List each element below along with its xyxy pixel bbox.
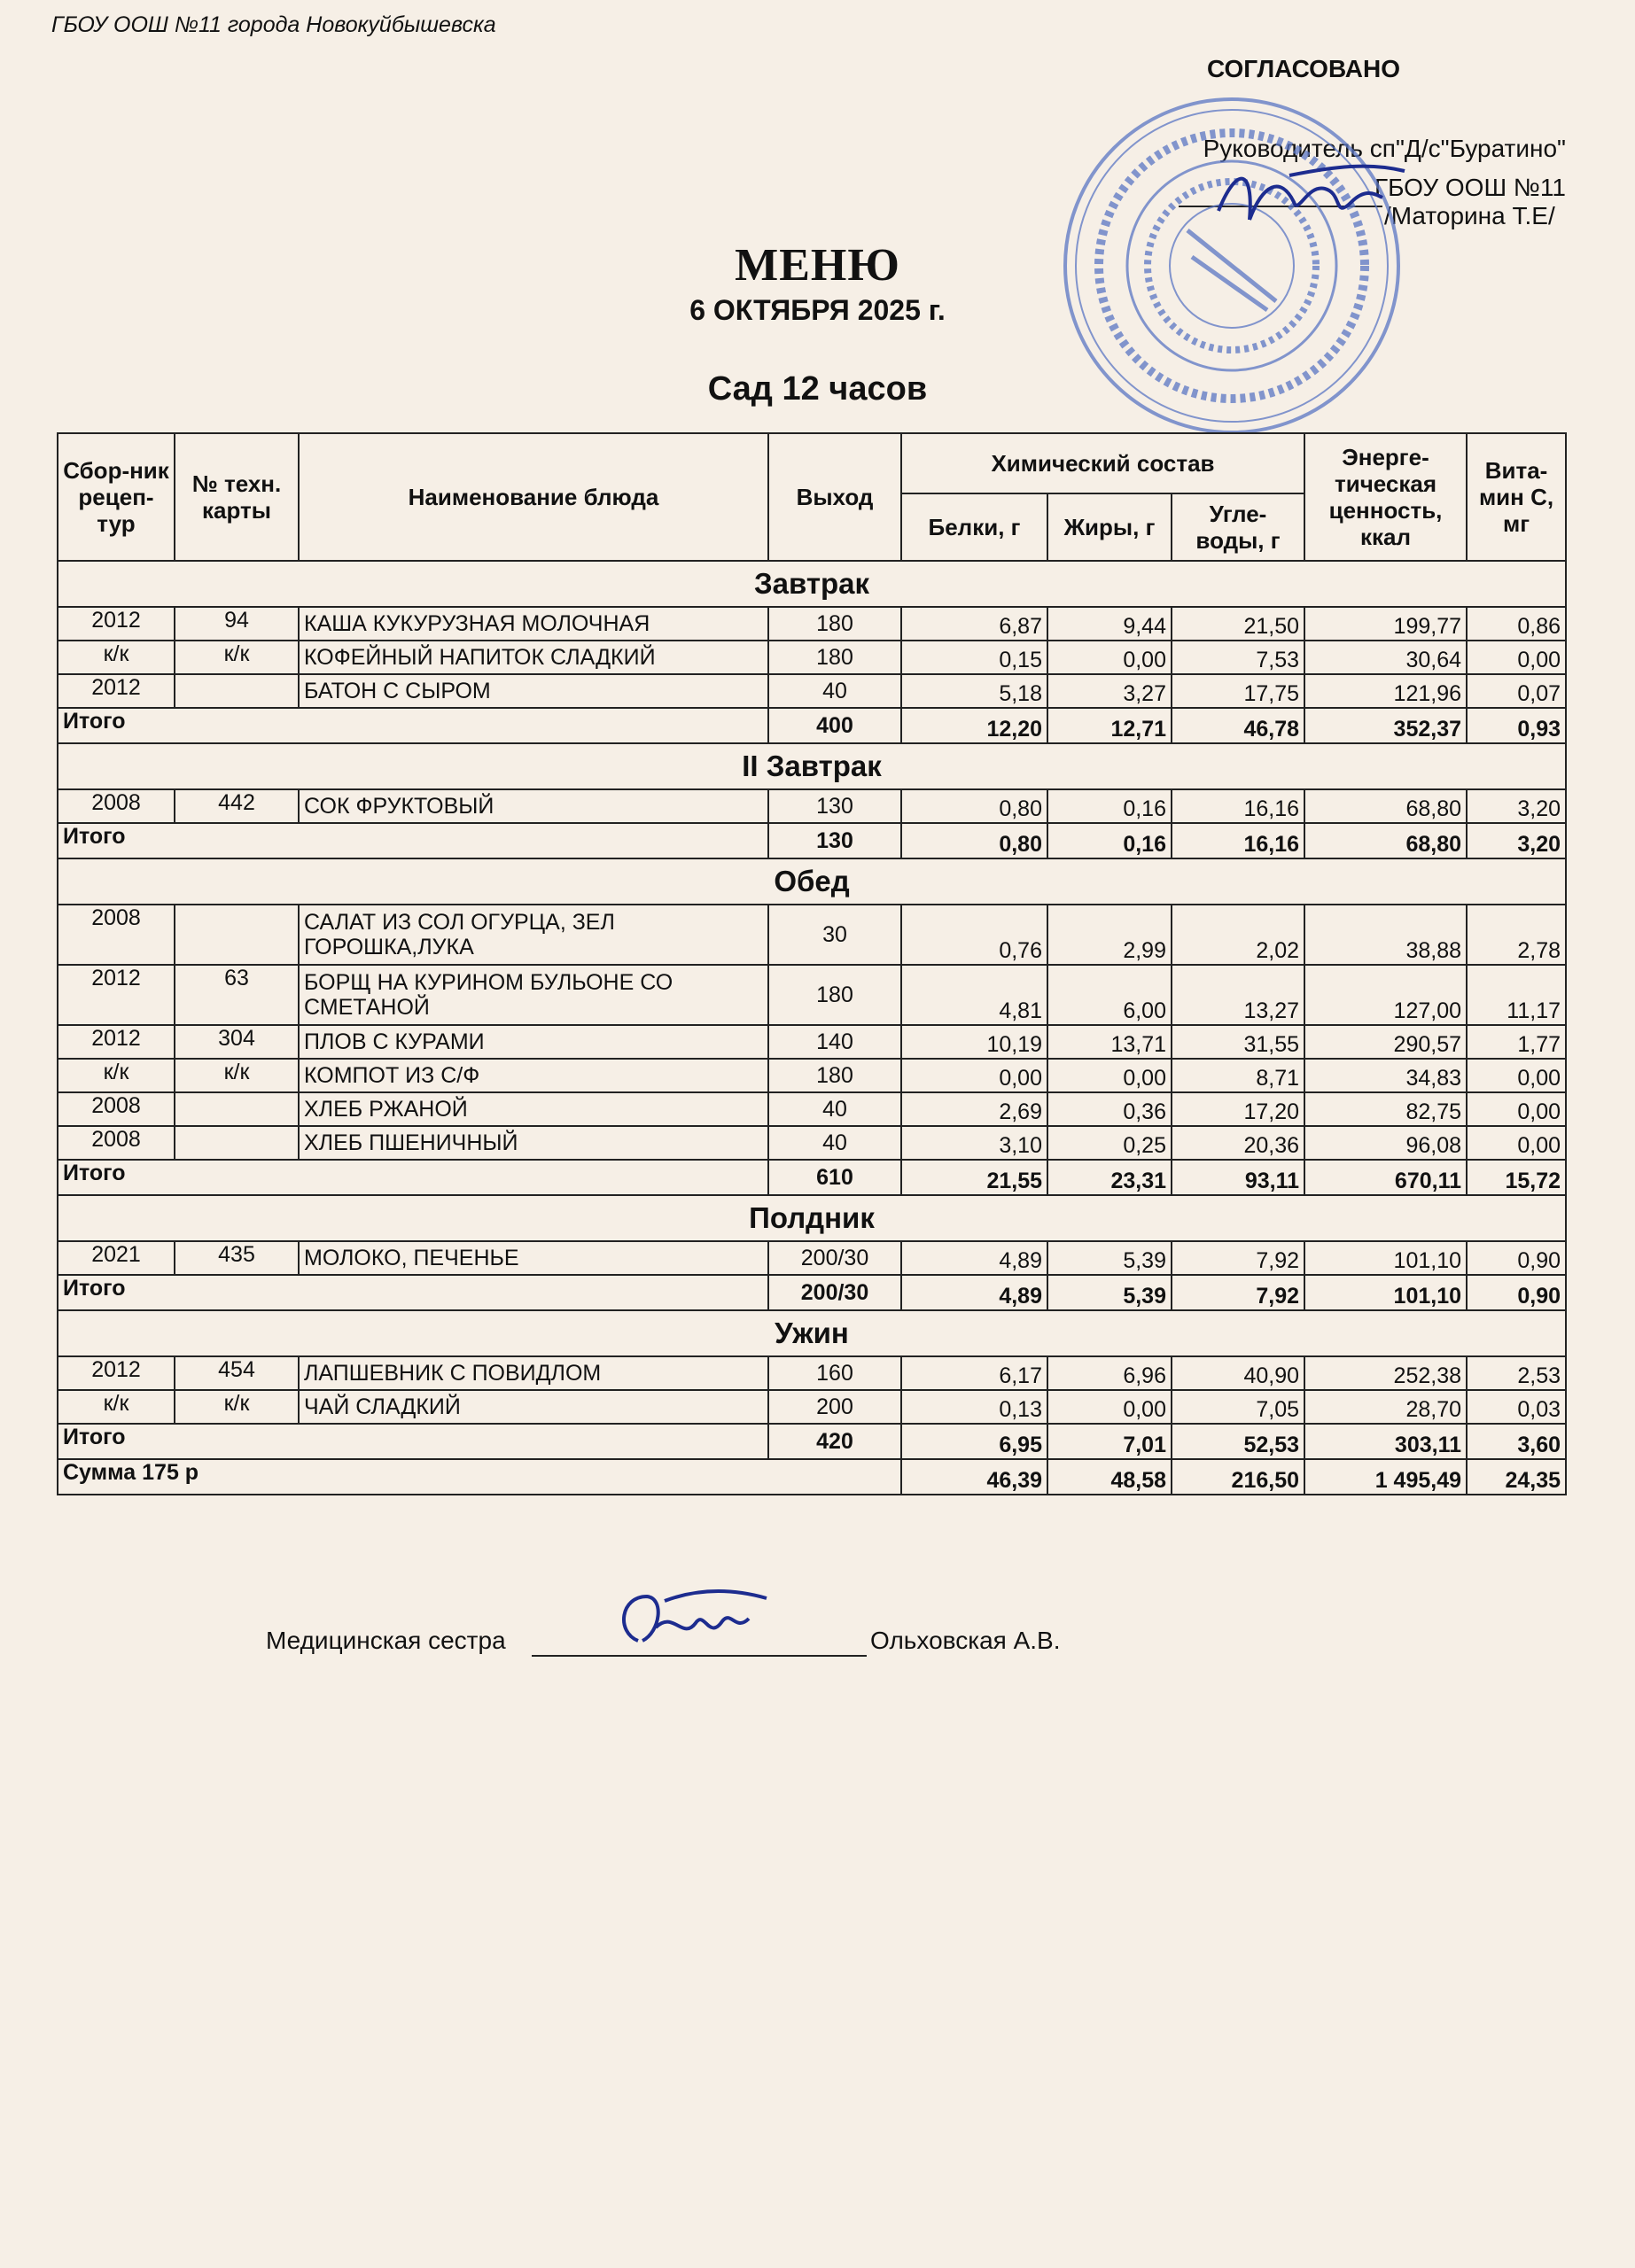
vitamin-c: 11,17 — [1467, 965, 1566, 1025]
section-header-row — [58, 743, 1566, 789]
fat: 0,00 — [1047, 1059, 1172, 1092]
energy: 34,83 — [1304, 1059, 1467, 1092]
protein: 0,13 — [901, 1390, 1047, 1424]
total-yield: 610 — [768, 1160, 901, 1195]
recipe-collection: 2012 — [58, 607, 175, 641]
carbs: 2,02 — [1172, 905, 1304, 965]
grand-vitamin-c: 24,35 — [1467, 1459, 1566, 1495]
col-dish: Наименование блюда — [299, 433, 768, 561]
protein: 6,87 — [901, 607, 1047, 641]
total-fat: 5,39 — [1047, 1275, 1172, 1310]
vitamin-c: 1,77 — [1467, 1025, 1566, 1059]
tech-card — [175, 674, 299, 708]
col-collection: Сбор-ник рецеп-тур — [58, 433, 175, 561]
yield: 40 — [768, 1126, 901, 1160]
fat: 0,36 — [1047, 1092, 1172, 1126]
page-title: МЕНЮ — [735, 240, 900, 291]
total-carbs: 93,11 — [1172, 1160, 1304, 1195]
total-vitamin-c: 3,60 — [1467, 1424, 1566, 1459]
dish-name: ЧАЙ СЛАДКИЙ — [299, 1390, 768, 1424]
energy: 28,70 — [1304, 1390, 1467, 1424]
protein: 4,81 — [901, 965, 1047, 1025]
vitamin-c: 0,00 — [1467, 1092, 1566, 1126]
vitamin-c: 0,00 — [1467, 1126, 1566, 1160]
total-row — [58, 1275, 1566, 1310]
dish-name: ЛАПШЕВНИК С ПОВИДЛОМ — [299, 1356, 768, 1390]
approver-role: Руководитель сп"Д/с"Буратино" — [1203, 135, 1566, 162]
recipe-collection: 2008 — [58, 789, 175, 823]
col-chem-composition: Химический состав — [901, 433, 1304, 493]
recipe-collection: к/к — [58, 641, 175, 674]
grand-carbs: 216,50 — [1172, 1459, 1304, 1495]
total-label: Итого — [58, 823, 768, 858]
total-row — [58, 823, 1566, 858]
carbs: 17,20 — [1172, 1092, 1304, 1126]
recipe-collection: к/к — [58, 1059, 175, 1092]
fat: 0,25 — [1047, 1126, 1172, 1160]
total-protein: 4,89 — [901, 1275, 1047, 1310]
section-header-row — [58, 561, 1566, 607]
table-row — [58, 1059, 1566, 1092]
table-row — [58, 674, 1566, 708]
table-row — [58, 1390, 1566, 1424]
section-header-row — [58, 858, 1566, 905]
dish-name: ХЛЕБ ПШЕНИЧНЫЙ — [299, 1126, 768, 1160]
energy: 121,96 — [1304, 674, 1467, 708]
carbs: 20,36 — [1172, 1126, 1304, 1160]
fat: 9,44 — [1047, 607, 1172, 641]
menu-body — [58, 561, 1566, 1495]
energy: 82,75 — [1304, 1092, 1467, 1126]
total-fat: 7,01 — [1047, 1424, 1172, 1459]
carbs: 21,50 — [1172, 607, 1304, 641]
table-header-row — [58, 433, 1566, 493]
col-energy: Энерге-тическая ценность, ккал — [1304, 433, 1467, 561]
fat: 2,99 — [1047, 905, 1172, 965]
yield: 180 — [768, 641, 901, 674]
total-protein: 12,20 — [901, 708, 1047, 743]
section-header-row — [58, 1310, 1566, 1356]
energy: 68,80 — [1304, 789, 1467, 823]
vitamin-c: 0,07 — [1467, 674, 1566, 708]
protein: 0,00 — [901, 1059, 1047, 1092]
col-carbs: Угле-воды, г — [1172, 493, 1304, 561]
total-yield: 400 — [768, 708, 901, 743]
recipe-collection: 2012 — [58, 965, 175, 1025]
table-row — [58, 965, 1566, 1025]
total-label: Итого — [58, 1160, 768, 1195]
tech-card: 454 — [175, 1356, 299, 1390]
yield: 180 — [768, 965, 901, 1025]
recipe-collection: 2021 — [58, 1241, 175, 1275]
yield: 180 — [768, 1059, 901, 1092]
table-row — [58, 607, 1566, 641]
agreed-label: СОГЛАСОВАНО — [1207, 55, 1400, 82]
grand-protein: 46,39 — [901, 1459, 1047, 1495]
table-row — [58, 789, 1566, 823]
vitamin-c: 0,00 — [1467, 1059, 1566, 1092]
total-vitamin-c: 0,90 — [1467, 1275, 1566, 1310]
col-fat: Жиры, г — [1047, 493, 1172, 561]
total-carbs: 46,78 — [1172, 708, 1304, 743]
protein: 0,15 — [901, 641, 1047, 674]
carbs: 7,05 — [1172, 1390, 1304, 1424]
total-energy: 352,37 — [1304, 708, 1467, 743]
yield: 130 — [768, 789, 901, 823]
total-yield: 130 — [768, 823, 901, 858]
col-tech-card: № техн. карты — [175, 433, 299, 561]
total-row — [58, 1424, 1566, 1459]
total-row — [58, 1160, 1566, 1195]
dish-name: КОФЕЙНЫЙ НАПИТОК СЛАДКИЙ — [299, 641, 768, 674]
tech-card: 435 — [175, 1241, 299, 1275]
fat: 13,71 — [1047, 1025, 1172, 1059]
yield: 160 — [768, 1356, 901, 1390]
protein: 3,10 — [901, 1126, 1047, 1160]
energy: 101,10 — [1304, 1241, 1467, 1275]
fat: 6,96 — [1047, 1356, 1172, 1390]
tech-card — [175, 1126, 299, 1160]
approver-name: /Маторина Т.Е/ — [1384, 202, 1555, 229]
table-row — [58, 1126, 1566, 1160]
grand-energy: 1 495,49 — [1304, 1459, 1467, 1495]
total-vitamin-c: 0,93 — [1467, 708, 1566, 743]
protein: 2,69 — [901, 1092, 1047, 1126]
total-vitamin-c: 3,20 — [1467, 823, 1566, 858]
dish-name: БОРЩ НА КУРИНОМ БУЛЬОНЕ СО СМЕТАНОЙ — [299, 965, 768, 1025]
yield: 30 — [768, 905, 901, 965]
dish-name: КОМПОТ ИЗ С/Ф — [299, 1059, 768, 1092]
yield: 200 — [768, 1390, 901, 1424]
tech-card — [175, 905, 299, 965]
table-row — [58, 641, 1566, 674]
total-protein: 21,55 — [901, 1160, 1047, 1195]
total-fat: 12,71 — [1047, 708, 1172, 743]
section-title: Завтрак — [58, 561, 1566, 607]
tech-card: 63 — [175, 965, 299, 1025]
carbs: 16,16 — [1172, 789, 1304, 823]
energy: 199,77 — [1304, 607, 1467, 641]
table-row — [58, 1092, 1566, 1126]
total-energy: 101,10 — [1304, 1275, 1467, 1310]
table-row — [58, 905, 1566, 965]
total-carbs: 16,16 — [1172, 823, 1304, 858]
yield: 180 — [768, 607, 901, 641]
vitamin-c: 2,78 — [1467, 905, 1566, 965]
carbs: 8,71 — [1172, 1059, 1304, 1092]
col-vitamin-c: Вита-мин С, мг — [1467, 433, 1566, 561]
energy: 252,38 — [1304, 1356, 1467, 1390]
carbs: 7,92 — [1172, 1241, 1304, 1275]
carbs: 7,53 — [1172, 641, 1304, 674]
total-energy: 303,11 — [1304, 1424, 1467, 1459]
total-protein: 0,80 — [901, 823, 1047, 858]
nurse-signature-icon — [611, 1579, 771, 1658]
col-protein: Белки, г — [901, 493, 1047, 561]
vitamin-c: 3,20 — [1467, 789, 1566, 823]
total-label: Итого — [58, 1275, 768, 1310]
recipe-collection: 2012 — [58, 1356, 175, 1390]
dish-name: ПЛОВ С КУРАМИ — [299, 1025, 768, 1059]
yield: 40 — [768, 674, 901, 708]
protein: 0,76 — [901, 905, 1047, 965]
table-row — [58, 1241, 1566, 1275]
menu-table — [57, 432, 1567, 1495]
nurse-label: Медицинская сестра — [266, 1627, 506, 1654]
fat: 5,39 — [1047, 1241, 1172, 1275]
carbs: 31,55 — [1172, 1025, 1304, 1059]
total-yield: 200/30 — [768, 1275, 901, 1310]
section-title: Полдник — [58, 1195, 1566, 1241]
total-carbs: 7,92 — [1172, 1275, 1304, 1310]
total-label: Итого — [58, 1424, 768, 1459]
yield: 40 — [768, 1092, 901, 1126]
section-title: II Завтрак — [58, 743, 1566, 789]
recipe-collection: к/к — [58, 1390, 175, 1424]
yield: 140 — [768, 1025, 901, 1059]
dish-name: МОЛОКО, ПЕЧЕНЬЕ — [299, 1241, 768, 1275]
dish-name: БАТОН С СЫРОМ — [299, 674, 768, 708]
protein: 6,17 — [901, 1356, 1047, 1390]
protein: 4,89 — [901, 1241, 1047, 1275]
approver-signature-icon — [1210, 149, 1413, 246]
tech-card: к/к — [175, 641, 299, 674]
section-title: Обед — [58, 858, 1566, 905]
group-name: Сад 12 часов — [707, 370, 928, 408]
fat: 0,00 — [1047, 641, 1172, 674]
vitamin-c: 2,53 — [1467, 1356, 1566, 1390]
total-row — [58, 708, 1566, 743]
carbs: 17,75 — [1172, 674, 1304, 708]
tech-card: 304 — [175, 1025, 299, 1059]
fat: 3,27 — [1047, 674, 1172, 708]
energy: 127,00 — [1304, 965, 1467, 1025]
col-yield: Выход — [768, 433, 901, 561]
dish-name: ХЛЕБ РЖАНОЙ — [299, 1092, 768, 1126]
organization-name: ГБОУ ООШ №11 города Новокуйбышевска — [51, 12, 496, 37]
tech-card: 442 — [175, 789, 299, 823]
vitamin-c: 0,86 — [1467, 607, 1566, 641]
total-yield: 420 — [768, 1424, 901, 1459]
fat: 0,16 — [1047, 789, 1172, 823]
table-row — [58, 1025, 1566, 1059]
recipe-collection: 2012 — [58, 1025, 175, 1059]
total-carbs: 52,53 — [1172, 1424, 1304, 1459]
energy: 38,88 — [1304, 905, 1467, 965]
carbs: 40,90 — [1172, 1356, 1304, 1390]
recipe-collection: 2008 — [58, 1092, 175, 1126]
carbs: 13,27 — [1172, 965, 1304, 1025]
total-label: Итого — [58, 708, 768, 743]
total-fat: 0,16 — [1047, 823, 1172, 858]
recipe-collection: 2008 — [58, 905, 175, 965]
total-energy: 68,80 — [1304, 823, 1467, 858]
dish-name: КАША КУКУРУЗНАЯ МОЛОЧНАЯ — [299, 607, 768, 641]
tech-card — [175, 1092, 299, 1126]
section-title: Ужин — [58, 1310, 1566, 1356]
dish-name: САЛАТ ИЗ СОЛ ОГУРЦА, ЗЕЛ ГОРОШКА,ЛУКА — [299, 905, 768, 965]
fat: 6,00 — [1047, 965, 1172, 1025]
total-energy: 670,11 — [1304, 1160, 1467, 1195]
grand-fat: 48,58 — [1047, 1459, 1172, 1495]
protein: 0,80 — [901, 789, 1047, 823]
vitamin-c: 0,03 — [1467, 1390, 1566, 1424]
nurse-name: Ольховская А.В. — [870, 1627, 1061, 1654]
vitamin-c: 0,00 — [1467, 641, 1566, 674]
section-header-row — [58, 1195, 1566, 1241]
energy: 290,57 — [1304, 1025, 1467, 1059]
menu-date: 6 ОКТЯБРЯ 2025 г. — [689, 294, 946, 326]
fat: 0,00 — [1047, 1390, 1172, 1424]
recipe-collection: 2012 — [58, 674, 175, 708]
total-vitamin-c: 15,72 — [1467, 1160, 1566, 1195]
tech-card: 94 — [175, 607, 299, 641]
approver-org: ГБОУ ООШ №11 — [1374, 174, 1566, 201]
tech-card: к/к — [175, 1059, 299, 1092]
tech-card: к/к — [175, 1390, 299, 1424]
grand-total-label: Сумма 175 р — [58, 1459, 901, 1495]
total-fat: 23,31 — [1047, 1160, 1172, 1195]
dish-name: СОК ФРУКТОВЫЙ — [299, 789, 768, 823]
protein: 10,19 — [901, 1025, 1047, 1059]
vitamin-c: 0,90 — [1467, 1241, 1566, 1275]
protein: 5,18 — [901, 674, 1047, 708]
yield: 200/30 — [768, 1241, 901, 1275]
table-row — [58, 1356, 1566, 1390]
energy: 96,08 — [1304, 1126, 1467, 1160]
total-protein: 6,95 — [901, 1424, 1047, 1459]
recipe-collection: 2008 — [58, 1126, 175, 1160]
grand-total-row — [58, 1459, 1566, 1495]
energy: 30,64 — [1304, 641, 1467, 674]
